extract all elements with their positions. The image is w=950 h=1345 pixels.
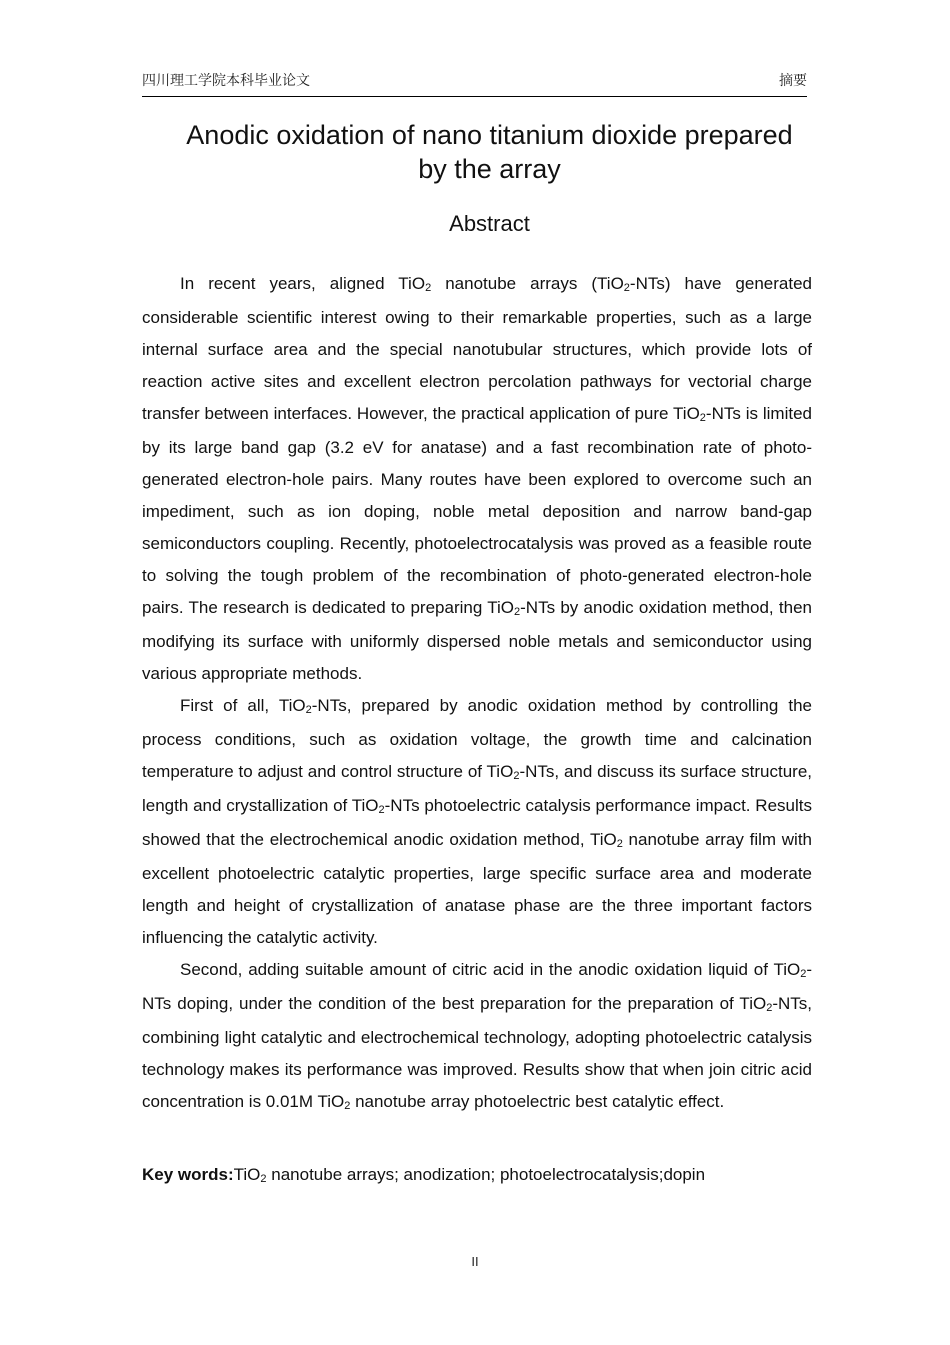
subscript: 2: [260, 1173, 267, 1185]
text-run: -NTs by anodic oxidation method, then modifying its surface with uniformly dispersed noble metals and semiconductor using various appropriate methods.: [142, 598, 812, 683]
subscript: 2: [766, 1002, 773, 1014]
text-run: nanotube array film with excellent photoelectric catalytic properties, large specific surface area and moderate length and height of crystallization of anatase phase are the three important factors influencing the catalytic activity.: [142, 830, 813, 947]
text-run: -NTs photoelectric catalysis performance impact. Results showed that the electrochemical anodic oxidation method, TiO: [142, 796, 812, 849]
subscript: 2: [623, 282, 630, 294]
running-head-section-label: 摘要: [779, 73, 807, 89]
text-run: First of all, TiO: [180, 696, 306, 715]
abstract-paragraph-3: [142, 954, 812, 1120]
keywords-text: TiO: [233, 1165, 261, 1184]
keywords-label: Key words:: [142, 1165, 234, 1184]
subscript: 2: [514, 606, 521, 618]
subscript: 2: [699, 412, 706, 424]
keywords-line: [142, 1165, 842, 1185]
subscript: 2: [800, 968, 807, 980]
text-run: nanotube arrays (TiO: [431, 274, 624, 293]
subscript: 2: [344, 1100, 351, 1112]
paper-title-line-2: by the array: [418, 154, 561, 184]
abstract-paragraph-1: [142, 268, 812, 690]
abstract-body: [142, 268, 812, 1120]
text-run: -NTs, prepared by anodic oxidation method by controlling the process conditions, such as oxidation voltage, the growth time and calcination temperature to adjust and control structure of TiO: [142, 696, 812, 781]
subscript: 2: [616, 838, 623, 850]
running-head: [142, 70, 807, 97]
text-run: -NTs is limited by its large band gap (3.2 eV for anatase) and a fast recombination rate of photo-generated electron-hole pairs. Many routes have been explored to overcome such an impediment, such as ion doping, noble metal deposition and narrow band-gap semiconductors coupling. Recently, photoelectrocatalysis was proved as a feasible route to solving the tough problem of the recombination of photo-generated electron-hole pairs. The research is dedicated to preparing TiO: [142, 404, 812, 617]
abstract-paragraph-2: [142, 690, 812, 954]
page-number: II: [471, 1254, 479, 1269]
paper-title: [142, 118, 837, 186]
running-head-thesis-label: 四川理工学院本科毕业论文: [142, 73, 310, 89]
keywords-text: nanotube arrays; anodization; photoelectrocatalysis;dopin: [266, 1165, 706, 1184]
subscript: 2: [513, 770, 520, 782]
text-run: -NTs, and discuss its surface structure, length and crystallization of TiO: [142, 762, 813, 815]
text-run: Second, adding suitable amount of citric acid in the anodic oxidation liquid of TiO: [180, 960, 801, 979]
text-run: -NTs, combining light catalytic and electrochemical technology, adopting photoelectric catalysis technology makes its performance was improved. Results show that when join citric acid concentration is 0.01M TiO: [142, 994, 812, 1111]
abstract-heading: Abstract: [449, 211, 530, 236]
text-run: -NTs) have generated considerable scientific interest owing to their remarkable properties, such as a large internal surface area and the special nanotubular structures, which provide lots of reaction active sites and excellent electron percolation pathways for vectorial charge transfer between interfaces. However, the practical application of pure TiO: [142, 274, 812, 423]
text-run: -NTs doping, under the condition of the best preparation for the preparation of TiO: [142, 960, 812, 1013]
subscript: 2: [425, 282, 432, 294]
subscript: 2: [378, 804, 385, 816]
paper-title-line-1: Anodic oxidation of nano titanium dioxide prepared: [186, 120, 793, 150]
text-run: nanotube array photoelectric best catalytic effect.: [350, 1092, 725, 1111]
text-run: In recent years, aligned TiO: [180, 274, 426, 293]
subscript: 2: [305, 704, 312, 716]
